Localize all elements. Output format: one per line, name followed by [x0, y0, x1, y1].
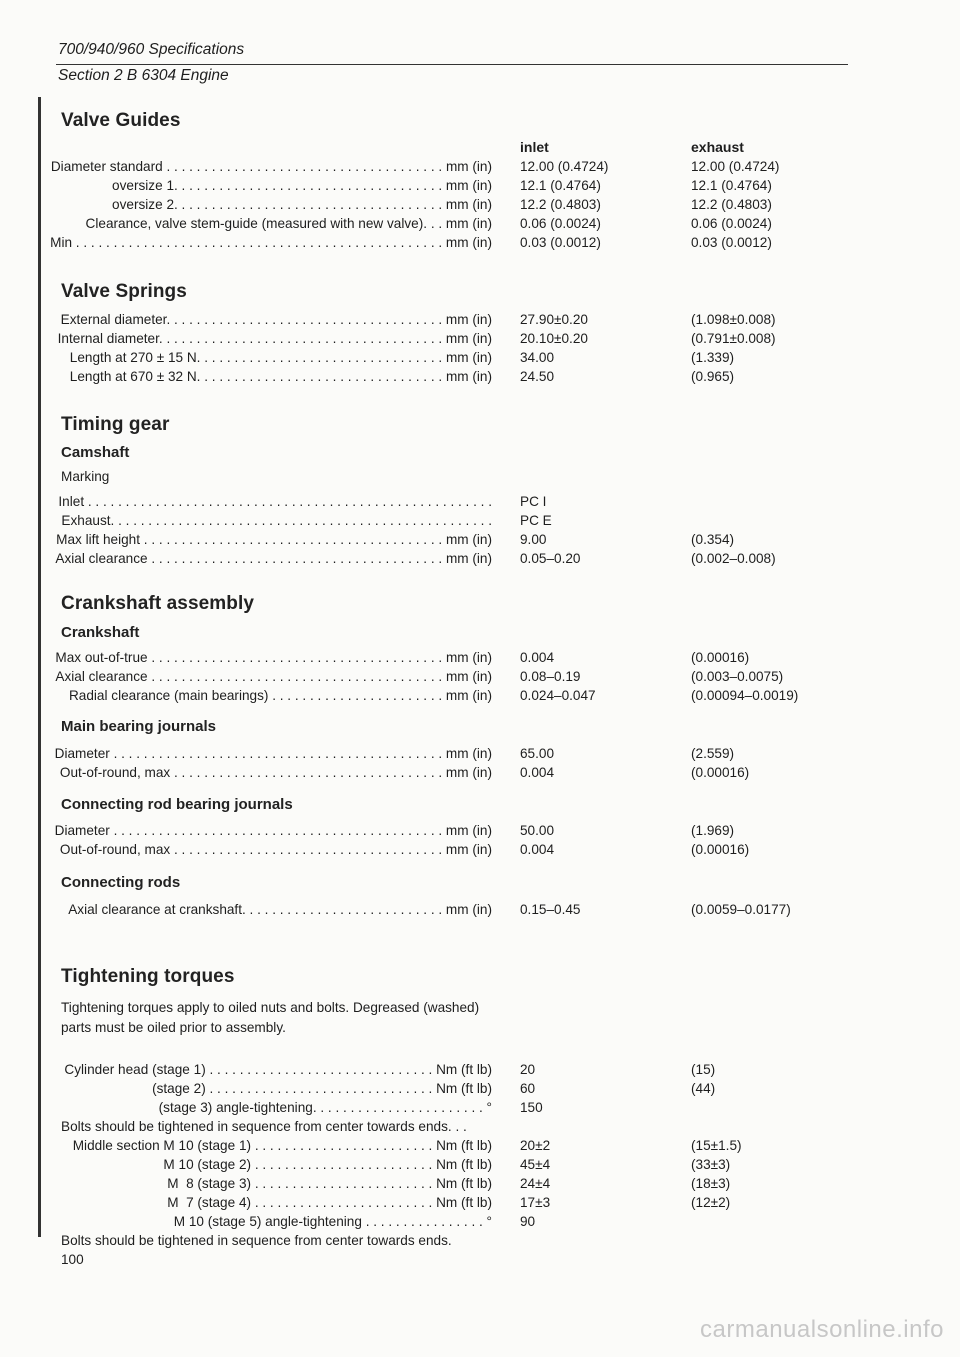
page-number: 100 — [61, 1252, 84, 1267]
subheading-crankshaft: Crankshaft — [61, 624, 140, 641]
spec-row: Max out-of-true . . . . . . . . . . . . . . . . . . . . . . . . . . . . . . . . . . . . . . . mm (in) 0.004 (0.00016) — [55, 650, 750, 665]
spec-row: Clearance, valve stem-guide (measured with new valve). . . mm (in) 0.06 (0.0024) 0.06 (0.0024) — [85, 216, 772, 231]
spec-row: Internal diameter. . . . . . . . . . . . . . . . . . . . . . . . . . . . . . . . . . . . . . mm (in) 20.10±0.20 (0.791±0.008) — [57, 331, 776, 346]
spec-row: Radial clearance (main bearings) . . . . . . . . . . . . . . . . . . . . . . . mm (in) 0.024–0.047 (0.00094–0.0019) — [68, 688, 799, 703]
heading-tightening-torques: Tightening torques — [61, 966, 235, 987]
spec-row: Diameter . . . . . . . . . . . . . . . . . . . . . . . . . . . . . . . . . . . . . . . . . . . . mm (in) 65.00 (2.559) — [54, 746, 735, 761]
heading-valve-springs: Valve Springs — [61, 281, 187, 302]
section-subtitle: Section 2 B 6304 Engine — [58, 67, 229, 84]
column-header-inlet: inlet — [520, 139, 549, 155]
document-title: 700/940/960 Specifications — [58, 41, 245, 58]
subheading-camshaft: Camshaft — [61, 444, 130, 461]
spec-row: Diameter standard . . . . . . . . . . . . . . . . . . . . . . . . . . . . . . . . . . . . . mm (in) 12.00 (0.4724) 12.00 (0.4724) — [50, 159, 780, 174]
spec-row: Min . . . . . . . . . . . . . . . . . . . . . . . . . . . . . . . . . . . . . . . . . . . . . . . . . mm (in) 0.03 (0.0012) 0.03 (0.0012) — [50, 235, 772, 250]
heading-crankshaft-assembly: Crankshaft assembly — [61, 593, 255, 614]
spec-row: Exhaust. . . . . . . . . . . . . . . . . . . . . . . . . . . . . . . . . . . . . . . . . . . . . . . . . . . PC E — [61, 513, 552, 528]
subheading-connecting-rod-bearing-journals: Connecting rod bearing journals — [61, 796, 293, 813]
heading-valve-guides: Valve Guides — [61, 110, 181, 131]
spec-row: oversize 2. . . . . . . . . . . . . . . . . . . . . . . . . . . . . . . . . . . . mm (in) 12.2 (0.4803) 12.2 (0.4803) — [112, 197, 772, 212]
spec-row: Out-of-round, max . . . . . . . . . . . . . . . . . . . . . . . . . . . . . . . . . . . . mm (in) 0.004 (0.00016) — [59, 842, 750, 857]
spec-row: Axial clearance . . . . . . . . . . . . . . . . . . . . . . . . . . . . . . . . . . . . . . . mm (in) 0.05–0.20 (0.002–0.008) — [55, 551, 776, 566]
spec-row: Diameter . . . . . . . . . . . . . . . . . . . . . . . . . . . . . . . . . . . . . . . . . . . . mm (in) 50.00 (1.969) — [54, 823, 735, 838]
spec-row: Max lift height . . . . . . . . . . . . . . . . . . . . . . . . . . . . . . . . . . . . . . . . mm (in) 9.00 (0.354) — [56, 532, 735, 547]
torque-note: Tightening torques apply to oiled nuts and bolts. Degreased (washed) parts must be oiled prior to assembly. — [61, 1000, 480, 1035]
spec-row: Axial clearance at crankshaft. . . . . . . . . . . . . . . . . . . . . . . . . . . mm (in) 0.15–0.45 (0.0059–0.0177) — [68, 902, 791, 917]
subheading-main-bearing-journals: Main bearing journals — [61, 718, 217, 735]
spec-row: oversize 1. . . . . . . . . . . . . . . . . . . . . . . . . . . . . . . . . . . . mm (in) 12.1 (0.4764) 12.1 (0.4764) — [112, 178, 772, 193]
spec-row: Length at 670 ± 32 N. . . . . . . . . . . . . . . . . . . . . . . . . . . . . . . . . mm (in) 24.50 (0.965) — [69, 369, 735, 384]
spec-row: Length at 270 ± 15 N. . . . . . . . . . . . . . . . . . . . . . . . . . . . . . . . . mm (in) 34.00 (1.339) — [69, 350, 735, 365]
heading-timing-gear: Timing gear — [61, 414, 170, 435]
column-header-exhaust: exhaust — [691, 139, 744, 155]
spec-row: Axial clearance . . . . . . . . . . . . . . . . . . . . . . . . . . . . . . . . . . . . . . . mm (in) 0.08–0.19 (0.003–0.0075) — [55, 669, 784, 684]
spec-row: M 10 (stage 2) . . . . . . . . . . . . . . . . . . . . . . . . Nm (ft lb) 45±4 (33±3) — [163, 1157, 731, 1172]
spec-row: Cylinder head (stage 1) . . . . . . . . . . . . . . . . . . . . . . . . . . . . . . Nm (ft lb) 20 (15) — [64, 1062, 716, 1077]
note-row: Bolts should be tightened in sequence from center towards ends. . . — [61, 1119, 467, 1134]
spec-row: External diameter. . . . . . . . . . . . . . . . . . . . . . . . . . . . . . . . . . . . . mm (in) 27.90±0.20 (1.098±0.008) — [60, 312, 776, 327]
spec-row: Inlet . . . . . . . . . . . . . . . . . . . . . . . . . . . . . . . . . . . . . . . . . . . . . . . . . . . . . . PC I — [58, 494, 547, 509]
label-marking: Marking — [61, 469, 110, 484]
spec-row: (stage 2) . . . . . . . . . . . . . . . . . . . . . . . . . . . . . . Nm (ft lb) 60 (44) — [152, 1081, 716, 1096]
header-rule — [56, 64, 848, 65]
watermark: carmanualsonline.info — [700, 1316, 944, 1343]
spec-row: Out-of-round, max . . . . . . . . . . . . . . . . . . . . . . . . . . . . . . . . . . . . mm (in) 0.004 (0.00016) — [59, 765, 750, 780]
note-row: Bolts should be tightened in sequence from center towards ends. — [61, 1233, 452, 1248]
spec-row: M 7 (stage 4) . . . . . . . . . . . . . . . . . . . . . . . . Nm (ft lb) 17±3 (12±2) — [167, 1195, 731, 1210]
subheading-connecting-rods: Connecting rods — [61, 874, 181, 891]
spec-row: M 8 (stage 3) . . . . . . . . . . . . . . . . . . . . . . . . Nm (ft lb) 24±4 (18±3) — [167, 1176, 731, 1191]
spec-row: M 10 (stage 5) angle-tightening . . . . . . . . . . . . . . . . ° 90 — [173, 1214, 536, 1229]
spec-row: (stage 3) angle-tightening. . . . . . . . . . . . . . . . . . . . . . . ° 150 — [158, 1100, 543, 1115]
spec-row: Middle section M 10 (stage 1) . . . . . . . . . . . . . . . . . . . . . . . . Nm (ft lb) 20±2 (15±1.5) — [72, 1138, 742, 1153]
